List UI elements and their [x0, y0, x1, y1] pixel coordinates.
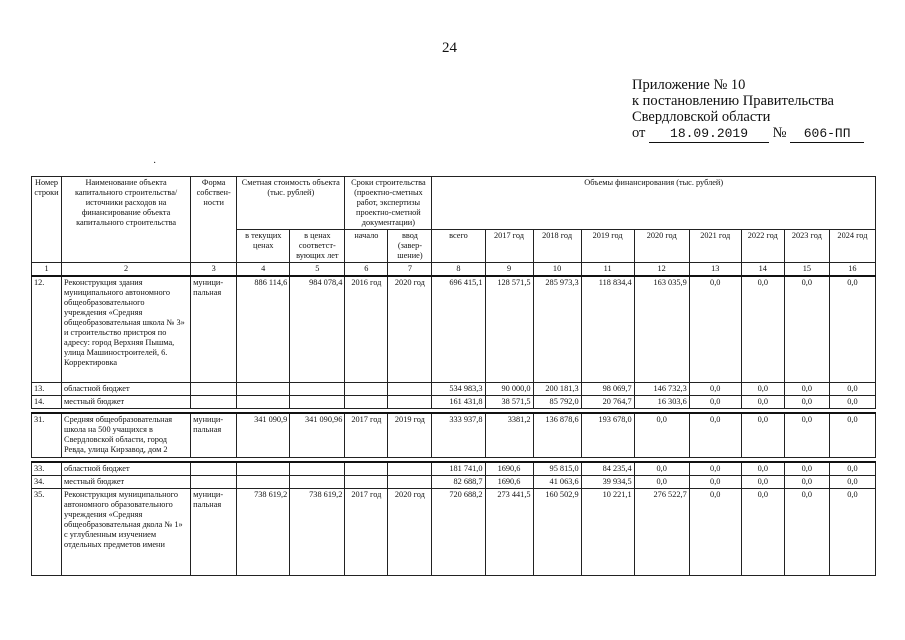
row-end: 2020 год — [388, 276, 432, 383]
row-end — [388, 396, 432, 409]
row-value: 146 732,3 — [634, 383, 689, 396]
row-value: 0,0 — [634, 413, 689, 458]
row-value: 0,0 — [829, 413, 875, 458]
row-value: 0,0 — [689, 383, 741, 396]
row-value: 136 878,6 — [533, 413, 581, 458]
row-cost-current — [237, 396, 290, 409]
row-cost-current: 341 090,9 — [237, 413, 290, 458]
column-number: 15 — [784, 263, 829, 277]
row-value: 0,0 — [741, 489, 784, 576]
column-number: 12 — [634, 263, 689, 277]
row-value: 0,0 — [689, 476, 741, 489]
row-number: 33. — [32, 462, 62, 476]
table-row — [32, 413, 876, 458]
row-end — [388, 476, 432, 489]
table-row — [32, 462, 876, 476]
column-number: 11 — [581, 263, 634, 277]
resolution-number: 606-ПП — [790, 126, 864, 143]
header-ownership: Форма собствен-ности — [191, 177, 237, 263]
row-value: 0,0 — [741, 383, 784, 396]
header-financing-volumes: Объемы финансирования (тыс. рублей) — [432, 177, 876, 230]
column-number: 7 — [388, 263, 432, 277]
column-number-row — [32, 263, 876, 277]
column-number: 4 — [237, 263, 290, 277]
header-estimated-cost: Сметная стоимость объекта (тыс. рублей) — [237, 177, 345, 230]
row-value: 0,0 — [741, 413, 784, 458]
row-value: 0,0 — [829, 396, 875, 409]
column-number: 16 — [829, 263, 875, 277]
row-name: Реконструкция муниципального автономного образовательного учреждения «Средняя общеобразовательная дкола № 1» с углубленным изучением отдельных предметов имени — [62, 489, 191, 576]
row-total: 696 415,1 — [432, 276, 485, 383]
header-commission: ввод (завер-шение) — [388, 230, 432, 263]
row-end — [388, 462, 432, 476]
table-row — [32, 476, 876, 489]
column-number: 14 — [741, 263, 784, 277]
row-value: 0,0 — [689, 489, 741, 576]
column-number: 8 — [432, 263, 485, 277]
row-cost-current: 886 114,6 — [237, 276, 290, 383]
row-number: 31. — [32, 413, 62, 458]
row-end — [388, 383, 432, 396]
column-number: 13 — [689, 263, 741, 277]
header-row-number: Номер строки — [32, 177, 62, 263]
row-total: 82 688,7 — [432, 476, 485, 489]
row-form — [191, 462, 237, 476]
header-total: всего — [432, 230, 485, 263]
column-number: 6 — [345, 263, 388, 277]
row-value: 0,0 — [829, 276, 875, 383]
row-value: 38 571,5 — [485, 396, 533, 409]
row-value: 98 069,7 — [581, 383, 634, 396]
header-year: 2018 год — [533, 230, 581, 263]
row-value: 95 815,0 — [533, 462, 581, 476]
row-value: 1690,6 — [485, 462, 533, 476]
header-row-1 — [32, 177, 876, 230]
header-year: 2024 год — [829, 230, 875, 263]
row-value: 160 502,9 — [533, 489, 581, 576]
row-form — [191, 476, 237, 489]
row-value: 0,0 — [829, 383, 875, 396]
row-cost-current — [237, 462, 290, 476]
header-start: начало — [345, 230, 388, 263]
header-cost-current: в текущих ценах — [237, 230, 290, 263]
row-value: 20 764,7 — [581, 396, 634, 409]
row-value: 0,0 — [634, 476, 689, 489]
row-total: 161 431,8 — [432, 396, 485, 409]
row-value: 41 063,6 — [533, 476, 581, 489]
row-value: 0,0 — [741, 396, 784, 409]
row-value: 85 792,0 — [533, 396, 581, 409]
row-value: 90 000,0 — [485, 383, 533, 396]
row-value: 0,0 — [784, 462, 829, 476]
row-value: 0,0 — [829, 476, 875, 489]
row-start — [345, 383, 388, 396]
header-year: 2020 год — [634, 230, 689, 263]
row-value: 128 571,5 — [485, 276, 533, 383]
row-cost-current: 738 619,2 — [237, 489, 290, 576]
row-number: 34. — [32, 476, 62, 489]
row-form: муници-пальная — [191, 276, 237, 383]
row-number: 35. — [32, 489, 62, 576]
row-total: 720 688,2 — [432, 489, 485, 576]
table-row — [32, 396, 876, 409]
row-name: областной бюджет — [62, 383, 191, 396]
row-name: местный бюджет — [62, 396, 191, 409]
row-total: 534 983,3 — [432, 383, 485, 396]
page-number: 24 — [442, 40, 457, 56]
appendix-date-line — [632, 125, 864, 143]
stray-mark: · — [153, 158, 157, 169]
row-value: 3381,2 — [485, 413, 533, 458]
row-value: 200 181,3 — [533, 383, 581, 396]
row-value: 0,0 — [689, 413, 741, 458]
row-cost-relevant — [290, 383, 345, 396]
row-cost-relevant: 738 619,2 — [290, 489, 345, 576]
header-year: 2019 год — [581, 230, 634, 263]
row-cost-current — [237, 476, 290, 489]
row-value: 1690,6 — [485, 476, 533, 489]
row-value: 0,0 — [741, 476, 784, 489]
row-value: 10 221,1 — [581, 489, 634, 576]
row-cost-relevant — [290, 396, 345, 409]
row-value: 0,0 — [741, 276, 784, 383]
header-construction-terms: Сроки строительства (проектно-сметных работ, экспертизы проектно-сметной документации) — [345, 177, 432, 230]
header-year: 2017 год — [485, 230, 533, 263]
row-form — [191, 383, 237, 396]
row-value: 0,0 — [784, 476, 829, 489]
appendix-line3: Свердловской области — [632, 109, 771, 125]
row-start: 2016 год — [345, 276, 388, 383]
row-value: 0,0 — [689, 276, 741, 383]
row-value: 0,0 — [784, 413, 829, 458]
row-value: 0,0 — [784, 383, 829, 396]
row-value: 118 834,4 — [581, 276, 634, 383]
row-value: 0,0 — [784, 276, 829, 383]
row-start — [345, 396, 388, 409]
row-name: Средняя общеобразовательная школа на 500 учащихся в Свердловской области, город Ревда, улица Кирзавод, дом 2 — [62, 413, 191, 458]
from-label: от — [632, 125, 646, 141]
column-number: 1 — [32, 263, 62, 277]
table-row — [32, 383, 876, 396]
table-row — [32, 276, 876, 383]
row-name: местный бюджет — [62, 476, 191, 489]
row-cost-current — [237, 383, 290, 396]
row-total: 333 937,8 — [432, 413, 485, 458]
row-value: 84 235,4 — [581, 462, 634, 476]
row-value: 16 303,6 — [634, 396, 689, 409]
header-year: 2021 год — [689, 230, 741, 263]
appendix-block — [632, 77, 864, 143]
row-number: 14. — [32, 396, 62, 409]
row-value: 285 973,3 — [533, 276, 581, 383]
row-value: 0,0 — [689, 462, 741, 476]
row-form: муници-пальная — [191, 413, 237, 458]
row-number: 12. — [32, 276, 62, 383]
row-value: 39 934,5 — [581, 476, 634, 489]
column-number: 10 — [533, 263, 581, 277]
header-object-name: Наименование объекта капитального строительства/ источники расходов на финансирование объекта капитального строительства — [62, 177, 191, 263]
row-start: 2017 год — [345, 489, 388, 576]
row-value: 193 678,0 — [581, 413, 634, 458]
row-value: 0,0 — [689, 396, 741, 409]
row-form: муници-пальная — [191, 489, 237, 576]
row-start — [345, 476, 388, 489]
header-year: 2022 год — [741, 230, 784, 263]
table-row — [32, 489, 876, 576]
row-end: 2019 год — [388, 413, 432, 458]
row-cost-relevant: 984 078,4 — [290, 276, 345, 383]
column-number: 3 — [191, 263, 237, 277]
row-value: 0,0 — [784, 396, 829, 409]
row-value: 0,0 — [741, 462, 784, 476]
header-year: 2023 год — [784, 230, 829, 263]
column-number: 5 — [290, 263, 345, 277]
column-number: 9 — [485, 263, 533, 277]
row-value: 0,0 — [829, 489, 875, 576]
financing-table — [31, 176, 876, 576]
row-end: 2020 год — [388, 489, 432, 576]
row-cost-relevant — [290, 476, 345, 489]
row-start: 2017 год — [345, 413, 388, 458]
row-value: 163 035,9 — [634, 276, 689, 383]
row-total: 181 741,0 — [432, 462, 485, 476]
resolution-date: 18.09.2019 — [649, 126, 769, 143]
row-value: 0,0 — [784, 489, 829, 576]
row-value: 0,0 — [634, 462, 689, 476]
row-name: Реконструкция здания муниципального автономного общеобразовательного учреждения «Средняя общеобразовательная школа № 3» и строительство пристроя по адресу: город Верхняя Пышма, улица Машиностроителей, 6. Корректировка — [62, 276, 191, 383]
appendix-line2: к постановлению Правительства — [632, 93, 834, 109]
number-label: № — [772, 125, 787, 141]
row-start — [345, 462, 388, 476]
header-cost-relevant: в ценах соответст-вующих лет — [290, 230, 345, 263]
row-number: 13. — [32, 383, 62, 396]
row-name: областной бюджет — [62, 462, 191, 476]
row-value: 273 441,5 — [485, 489, 533, 576]
row-value: 276 522,7 — [634, 489, 689, 576]
column-number: 2 — [62, 263, 191, 277]
row-cost-relevant — [290, 462, 345, 476]
row-form — [191, 396, 237, 409]
row-value: 0,0 — [829, 462, 875, 476]
row-cost-relevant: 341 090,96 — [290, 413, 345, 458]
appendix-line1: Приложение № 10 — [632, 77, 746, 93]
